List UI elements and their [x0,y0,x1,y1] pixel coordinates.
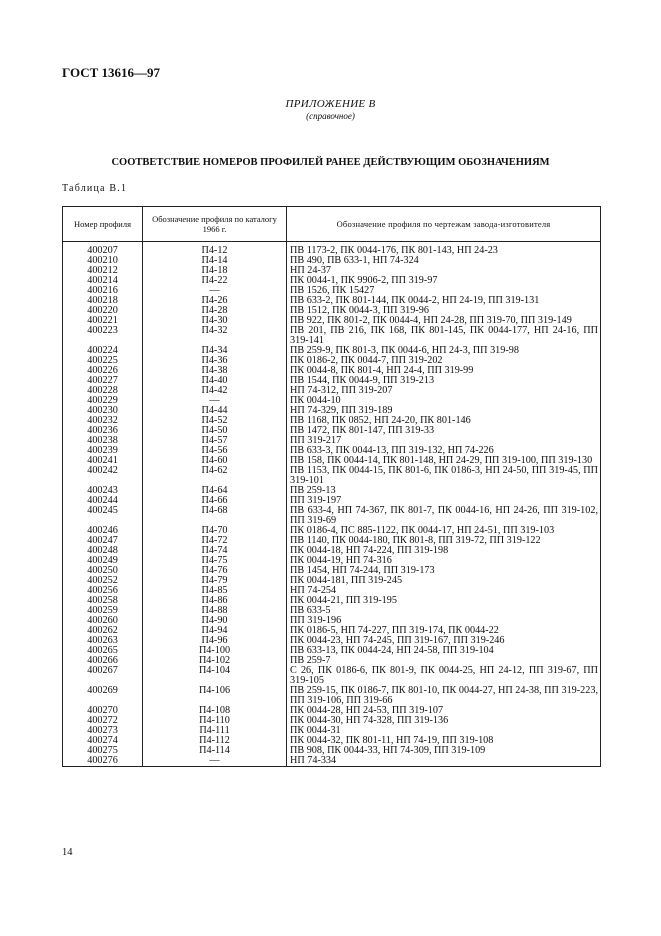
table-row [63,646,601,656]
manufacturer-designation-cell: НП 24-37 [287,266,601,276]
catalog-designation-cell: П4-62 [143,466,287,486]
catalog-designation-cell: П4-38 [143,366,287,376]
manufacturer-designation-cell: ПВ 259-15, ПК 0186-7, ПК 801-10, ПК 0044-27, НП 24-38, ПП 319-223, ПП 319-106, ПП 319-66 [287,686,601,706]
profile-number-cell: 400263 [63,636,143,646]
profile-number-cell: 400218 [63,296,143,306]
manufacturer-designation-cell: ПК 0186-2, ПК 0044-7, ПП 319-202 [287,356,601,366]
profile-number-cell: 400272 [63,716,143,726]
table-body [63,242,601,767]
manufacturer-designation-cell: НП 74-254 [287,586,601,596]
profile-number-cell: 400220 [63,306,143,316]
table-row [63,506,601,526]
manufacturer-designation-cell: ПВ 908, ПК 0044-33, НП 74-309, ПП 319-109 [287,746,601,756]
catalog-designation-cell: П4-70 [143,526,287,536]
catalog-designation-cell: П4-14 [143,256,287,266]
table-row [63,242,601,257]
manufacturer-designation-cell: ПК 0044-23, НП 74-245, ПП 319-167, ПП 319-246 [287,636,601,646]
manufacturer-designation-cell: НП 74-334 [287,756,601,767]
manufacturer-designation-cell: ПК 0044-1, ПК 9906-2, ПП 319-97 [287,276,601,286]
profile-number-cell: 400224 [63,346,143,356]
profile-number-cell: 400276 [63,756,143,767]
manufacturer-designation-cell: ПВ 259-13 [287,486,601,496]
catalog-designation-cell: П4-112 [143,736,287,746]
profile-number-cell: 400267 [63,666,143,686]
catalog-designation-cell: П4-86 [143,596,287,606]
manufacturer-designation-cell: ПВ 1454, НП 74-244, ПП 319-173 [287,566,601,576]
manufacturer-designation-cell: ПК 0044-21, ПП 319-195 [287,596,601,606]
profile-number-cell: 400246 [63,526,143,536]
table-header-row [63,207,601,242]
catalog-designation-cell: П4-94 [143,626,287,636]
table-row [63,666,601,686]
catalog-designation-cell: П4-36 [143,356,287,366]
catalog-designation-cell: — [143,396,287,406]
catalog-designation-cell: П4-76 [143,566,287,576]
catalog-designation-cell: — [143,286,287,296]
table-row [63,256,601,266]
manufacturer-designation-cell: ПП 319-197 [287,496,601,506]
catalog-designation-cell: П4-34 [143,346,287,356]
catalog-designation-cell: П4-104 [143,666,287,686]
manufacturer-designation-cell: ПК 0186-4, ПС 885-1122, ПК 0044-17, НП 24-51, ПП 319-103 [287,526,601,536]
catalog-designation-cell: П4-100 [143,646,287,656]
manufacturer-designation-cell: ПК 0044-8, ПК 801-4, НП 24-4, ПП 319-99 [287,366,601,376]
profile-number-cell: 400273 [63,726,143,736]
manufacturer-designation-cell: ПВ 201, ПВ 216, ПК 168, ПК 801-145, ПК 0044-177, НП 24-16, ПП 319-141 [287,326,601,346]
profile-number-cell: 400210 [63,256,143,266]
profile-number-cell: 400225 [63,356,143,366]
profile-number-cell: 400227 [63,376,143,386]
manufacturer-designation-cell: ПВ 633-4, НП 74-367, ПК 801-7, ПК 0044-16, НП 24-26, ПП 319-102, ПП 319-69 [287,506,601,526]
catalog-designation-cell: П4-79 [143,576,287,586]
catalog-designation-cell: П4-68 [143,506,287,526]
manufacturer-designation-cell: ПВ 1512, ПК 0044-3, ПП 319-96 [287,306,601,316]
catalog-designation-cell: П4-85 [143,586,287,596]
standard-code: ГОСТ 13616—97 [62,65,161,80]
manufacturer-designation-cell: ПК 0044-31 [287,726,601,736]
profile-number-cell: 400214 [63,276,143,286]
profile-number-cell: 400265 [63,646,143,656]
catalog-designation-cell: П4-50 [143,426,287,436]
manufacturer-designation-cell: ПК 0186-5, НП 74-227, ПП 319-174, ПК 0044-22 [287,626,601,636]
profile-number-cell: 400252 [63,576,143,586]
manufacturer-designation-cell: ПП 319-217 [287,436,601,446]
catalog-designation-cell: П4-32 [143,326,287,346]
manufacturer-designation-cell: ПВ 1544, ПК 0044-9, ПП 319-213 [287,376,601,386]
manufacturer-designation-cell: ПВ 158, ПК 0044-14, ПК 801-148, НП 24-29, ПП 319-100, ПП 319-130 [287,456,601,466]
profile-number-cell: 400223 [63,326,143,346]
catalog-designation-cell: П4-74 [143,546,287,556]
profile-number-cell: 400230 [63,406,143,416]
profile-number-cell: 400275 [63,746,143,756]
table-row [63,466,601,486]
profile-number-cell: 400221 [63,316,143,326]
profile-number-cell: 400259 [63,606,143,616]
catalog-designation-cell: П4-111 [143,726,287,736]
catalog-designation-cell: П4-18 [143,266,287,276]
table-row [63,686,601,706]
manufacturer-designation-cell: ПВ 490, ПВ 633-1, НП 74-324 [287,256,601,266]
manufacturer-designation-cell: ПК 0044-18, НП 74-224, ПП 319-198 [287,546,601,556]
annex-kind: (справочное) [306,111,355,121]
annex-title: ПРИЛОЖЕНИЕ В [285,98,376,110]
profile-number-cell: 400266 [63,656,143,666]
manufacturer-designation-cell: С 26, ПК 0186-6, ПК 801-9, ПК 0044-25, НП 24-12, ПП 319-67, ПП 319-105 [287,666,601,686]
manufacturer-designation-cell: ПВ 1140, ПК 0044-180, ПК 801-8, ПП 319-72, ПП 319-122 [287,536,601,546]
table-label: Таблица В.1 [62,183,128,194]
catalog-designation-cell: П4-96 [143,636,287,646]
manufacturer-designation-cell: ПК 0044-10 [287,396,601,406]
catalog-designation-cell: П4-60 [143,456,287,466]
manufacturer-designation-cell: ПП 319-196 [287,616,601,626]
profile-number-cell: 400232 [63,416,143,426]
catalog-designation-cell: П4-108 [143,706,287,716]
manufacturer-designation-cell: ПВ 1173-2, ПК 0044-176, ПК 801-143, НП 24-23 [287,242,601,257]
profile-number-cell: 400241 [63,456,143,466]
profile-number-cell: 400236 [63,426,143,436]
catalog-designation-cell: П4-42 [143,386,287,396]
profile-number-cell: 400274 [63,736,143,746]
catalog-designation-cell: П4-28 [143,306,287,316]
profile-number-cell: 400238 [63,436,143,446]
column-header-catalog-1966: Обозначение профиля по каталогу 1966 г. [143,207,287,242]
catalog-designation-cell: П4-44 [143,406,287,416]
manufacturer-designation-cell: ПВ 1526, ПК 15427 [287,286,601,296]
manufacturer-designation-cell: ПВ 922, ПК 801-2, ПК 0044-4, НП 24-28, ПП 319-70, ПП 319-149 [287,316,601,326]
profile-number-cell: 400250 [63,566,143,576]
profile-number-cell: 400226 [63,366,143,376]
catalog-designation-cell: П4-30 [143,316,287,326]
catalog-designation-cell: П4-75 [143,556,287,566]
catalog-designation-cell: П4-52 [143,416,287,426]
catalog-designation-cell: — [143,756,287,767]
profile-number-cell: 400248 [63,546,143,556]
profile-number-cell: 400216 [63,286,143,296]
profile-number-cell: 400258 [63,596,143,606]
catalog-designation-cell: П4-106 [143,686,287,706]
table-row [63,756,601,767]
manufacturer-designation-cell: НП 74-329, ПП 319-189 [287,406,601,416]
manufacturer-designation-cell: ПВ 633-13, ПК 0044-24, НП 24-58, ПП 319-104 [287,646,601,656]
profile-number-cell: 400243 [63,486,143,496]
manufacturer-designation-cell: ПВ 259-9, ПК 801-3, ПК 0044-6, НП 24-3, ПП 319-98 [287,346,601,356]
catalog-designation-cell: П4-88 [143,606,287,616]
column-header-manufacturer-drawings: Обозначение профиля по чертежам завода-изготовителя [287,207,601,242]
manufacturer-designation-cell: ПК 0044-30, НП 74-328, ПП 319-136 [287,716,601,726]
catalog-designation-cell: П4-102 [143,656,287,666]
manufacturer-designation-cell: ПВ 1472, ПК 801-147, ПП 319-33 [287,426,601,436]
manufacturer-designation-cell: ПВ 633-5 [287,606,601,616]
profile-number-cell: 400239 [63,446,143,456]
catalog-designation-cell: П4-66 [143,496,287,506]
manufacturer-designation-cell: ПВ 259-7 [287,656,601,666]
column-header-profile-number: Номер профиля [63,207,143,242]
profile-number-cell: 400247 [63,536,143,546]
catalog-designation-cell: П4-26 [143,296,287,306]
table-row [63,596,601,606]
catalog-designation-cell: П4-22 [143,276,287,286]
manufacturer-designation-cell: ПВ 1153, ПК 0044-15, ПК 801-6, ПК 0186-3, НП 24-50, ПП 319-45, ПП 319-101 [287,466,601,486]
profile-number-cell: 400249 [63,556,143,566]
catalog-designation-cell: П4-110 [143,716,287,726]
profile-number-cell: 400244 [63,496,143,506]
catalog-designation-cell: П4-57 [143,436,287,446]
manufacturer-designation-cell: ПВ 1168, ПК 0852, НП 24-20, ПК 801-146 [287,416,601,426]
manufacturer-designation-cell: ПК 0044-19, НП 74-316 [287,556,601,566]
manufacturer-designation-cell: ПВ 633-3, ПК 0044-13, ПП 319-132, НП 74-226 [287,446,601,456]
catalog-designation-cell: П4-64 [143,486,287,496]
profile-number-cell: 400269 [63,686,143,706]
profile-number-cell: 400228 [63,386,143,396]
manufacturer-designation-cell: ПК 0044-28, НП 24-53, ПП 319-107 [287,706,601,716]
catalog-designation-cell: П4-56 [143,446,287,456]
profile-number-cell: 400245 [63,506,143,526]
catalog-designation-cell: П4-72 [143,536,287,546]
catalog-designation-cell: П4-12 [143,242,287,257]
catalog-designation-cell: П4-114 [143,746,287,756]
document-heading: СООТВЕТСТВИЕ НОМЕРОВ ПРОФИЛЕЙ РАНЕЕ ДЕЙСТВУЮЩИМ ОБОЗНАЧЕНИЯМ [111,157,550,168]
profile-number-cell: 400242 [63,466,143,486]
profile-number-cell: 400229 [63,396,143,406]
page-number: 14 [62,847,73,858]
catalog-designation-cell: П4-40 [143,376,287,386]
manufacturer-designation-cell: НП 74-312, ПП 319-207 [287,386,601,396]
catalog-designation-cell: П4-90 [143,616,287,626]
profile-number-cell: 400212 [63,266,143,276]
profile-correspondence-table [62,206,601,767]
profile-number-cell: 400256 [63,586,143,596]
table-row [63,326,601,346]
profile-number-cell: 400270 [63,706,143,716]
manufacturer-designation-cell: ПК 0044-181, ПП 319-245 [287,576,601,586]
manufacturer-designation-cell: ПВ 633-2, ПК 801-144, ПК 0044-2, НП 24-19, ПП 319-131 [287,296,601,306]
profile-correspondence-table-container [62,206,600,767]
profile-number-cell: 400262 [63,626,143,636]
manufacturer-designation-cell: ПК 0044-32, ПК 801-11, НП 74-19, ПП 319-108 [287,736,601,746]
profile-number-cell: 400207 [63,242,143,257]
profile-number-cell: 400260 [63,616,143,626]
